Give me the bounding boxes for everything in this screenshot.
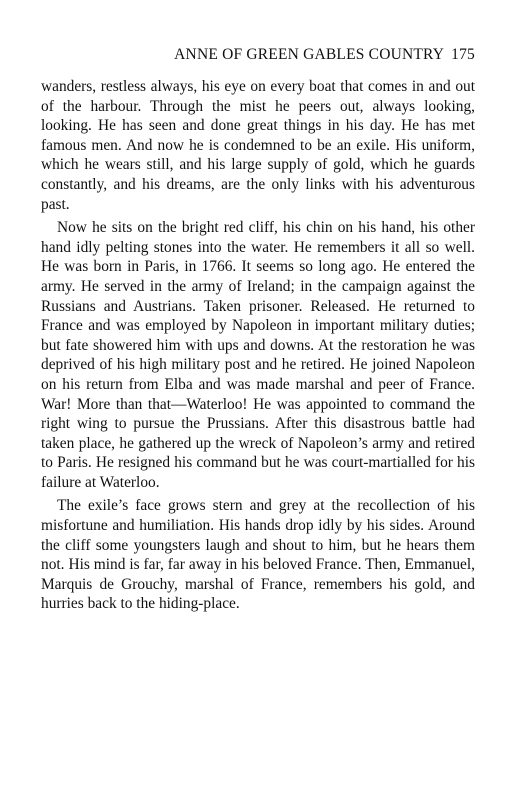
body-text [41,77,475,614]
paragraph-exile-face: The exile’s face grows stern and grey at the recollection of his misfortune and humiliation. His hands drop idly by his sides. Around the cliff some youngsters laugh and shout to him, but he hears them not. His mind is far, far away in his beloved France. Then, Emmanuel, Marquis de Grouchy, marshal of France, remembers his gold, and hurries back to the hiding-place. [41,497,475,613]
paragraph-continuation: wanders, restless always, his eye on every boat that comes in and out of the harbour. Through the mist he peers out, always looking, looking. He has seen and done great things in his day. He has met famous men. And now he is condemned to be an exile. His uniform, which he wears still, and his large supply of gold, which he guards constantly, and his dreams, are the only links with his adventurous past. [41,78,475,213]
page-number: 175 [451,46,475,63]
paragraph-cliff: Now he sits on the bright red cliff, his chin on his hand, his other hand idly pelting stones into the water. He remembers it all so well. He was born in Paris, in 1766. It seems so long ago. He entered the army. He served in the army of Ireland; in the campaign against the Russians and Austrians. Taken prisoner. Released. He returned to France and was employed by Napoleon in important military duties; but fate showered him with ups and downs. At the restoration he was deprived of his high military post and he retired. He joined Napoleon on his return from Elba and was made marshal and peer of France. War! More than that—Waterloo! He was appointed to command the right wing to pursue the Prussians. After this disastrous battle had taken place, he gathered up the wreck of Napoleon’s army and retired to Paris. He resigned his command but he was court-martialled for his failure at Waterloo. [41,219,475,491]
running-head [42,46,475,64]
running-head-title: ANNE OF GREEN GABLES COUNTRY [174,46,445,63]
